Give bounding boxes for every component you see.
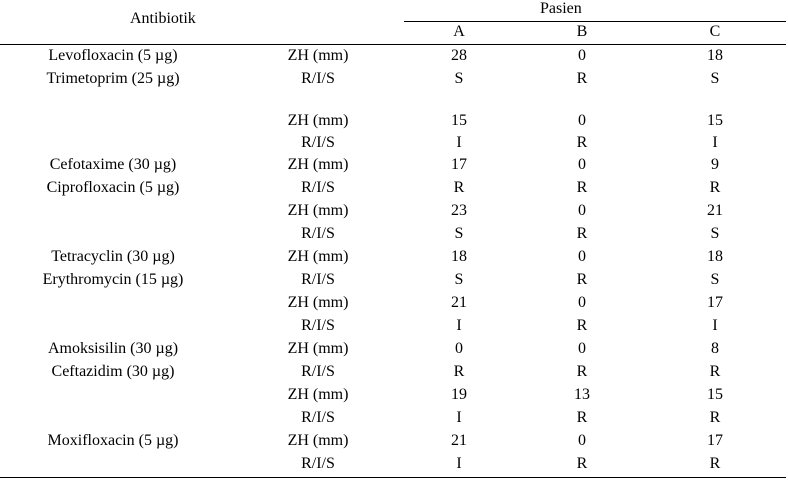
- table-row: [0, 154, 788, 176]
- value-a: I: [456, 134, 462, 151]
- value-a: 23: [451, 202, 467, 219]
- table-row: [0, 132, 788, 154]
- header-pasien: Pasien: [540, 0, 582, 17]
- value-a: 15: [451, 112, 467, 129]
- value-a: I: [456, 409, 462, 426]
- column-header-c: C: [709, 23, 721, 40]
- table-row: [0, 407, 788, 429]
- value-a: R: [453, 179, 465, 196]
- value-c: S: [710, 70, 720, 87]
- value-b: 0: [578, 294, 586, 311]
- value-a: S: [454, 271, 464, 288]
- value-a: S: [454, 225, 464, 242]
- parameter: ZH (mm): [287, 248, 349, 265]
- value-a: I: [456, 455, 462, 472]
- parameter: R/I/S: [301, 409, 335, 426]
- value-c: R: [709, 363, 721, 380]
- value-b: 0: [578, 156, 586, 173]
- value-b: 0: [578, 47, 586, 64]
- parameter: ZH (mm): [287, 340, 349, 357]
- value-b: R: [576, 409, 588, 426]
- value-b: R: [576, 225, 588, 242]
- table-row: [0, 200, 788, 222]
- antibiotic-name: Ciprofloxacin (5 µg): [46, 179, 180, 196]
- table-row: [0, 292, 788, 314]
- value-b: 0: [578, 340, 586, 357]
- value-b: 0: [578, 248, 586, 265]
- antibiotic-name: Ceftazidim (30 µg): [51, 363, 175, 380]
- antibiotic-name: Cefotaxime (30 µg): [49, 156, 177, 173]
- antibiotic-name: Tetracyclin (30 µg): [51, 248, 175, 265]
- value-b: R: [576, 134, 588, 151]
- parameter: R/I/S: [301, 455, 335, 472]
- value-a: 0: [455, 340, 463, 357]
- table-row: [0, 361, 788, 383]
- value-b: 0: [578, 112, 586, 129]
- table-row: [0, 246, 788, 268]
- column-header-b: B: [576, 23, 588, 40]
- value-c: R: [709, 455, 721, 472]
- value-b: 0: [578, 202, 586, 219]
- value-c: S: [710, 225, 720, 242]
- parameter: R/I/S: [301, 134, 335, 151]
- value-c: 9: [711, 156, 719, 173]
- value-c: 8: [711, 340, 719, 357]
- value-a: R: [453, 363, 465, 380]
- parameter: ZH (mm): [287, 432, 349, 449]
- parameter: ZH (mm): [287, 386, 349, 403]
- table-row: [0, 110, 788, 132]
- table-row: [0, 223, 788, 245]
- table-row: [0, 315, 788, 337]
- table-row: [0, 430, 788, 452]
- table-row: [0, 45, 788, 67]
- parameter: ZH (mm): [287, 294, 349, 311]
- value-c: 17: [707, 294, 723, 311]
- value-c: R: [709, 179, 721, 196]
- value-b: R: [576, 179, 588, 196]
- value-b: R: [576, 271, 588, 288]
- table-row: [0, 68, 788, 90]
- parameter: ZH (mm): [287, 112, 349, 129]
- table-row: [0, 269, 788, 291]
- parameter: R/I/S: [301, 317, 335, 334]
- parameter: R/I/S: [301, 225, 335, 242]
- value-b: 0: [578, 432, 586, 449]
- table-row: [0, 177, 788, 199]
- parameter: ZH (mm): [287, 156, 349, 173]
- value-c: 18: [707, 248, 723, 265]
- value-c: R: [709, 409, 721, 426]
- value-c: 18: [707, 47, 723, 64]
- antibiotic-name: Levofloxacin (5 µg): [48, 47, 178, 64]
- parameter: R/I/S: [301, 179, 335, 196]
- table-bottom-rule: [0, 477, 786, 478]
- value-a: 28: [451, 47, 467, 64]
- table-row: [0, 338, 788, 360]
- parameter: R/I/S: [301, 271, 335, 288]
- value-c: 15: [707, 386, 723, 403]
- value-a: 18: [451, 248, 467, 265]
- parameter: R/I/S: [301, 70, 335, 87]
- value-c: I: [712, 317, 718, 334]
- value-c: I: [712, 134, 718, 151]
- header-antibiotik: Antibiotik: [130, 10, 196, 27]
- parameter: ZH (mm): [287, 47, 349, 64]
- parameter: R/I/S: [301, 363, 335, 380]
- value-c: 17: [707, 432, 723, 449]
- antibiotic-name: Erythromycin (15 µg): [42, 271, 184, 288]
- value-a: 21: [451, 294, 467, 311]
- value-b: R: [576, 455, 588, 472]
- table-row: [0, 453, 788, 475]
- value-a: 21: [451, 432, 467, 449]
- value-c: 15: [707, 112, 723, 129]
- antibiotic-name: Amoksisilin (30 µg): [47, 340, 179, 357]
- value-a: 17: [451, 156, 467, 173]
- value-b: R: [576, 70, 588, 87]
- antibiotic-name: Moxifloxacin (5 µg): [47, 432, 179, 449]
- value-a: S: [454, 70, 464, 87]
- table-row: [0, 384, 788, 406]
- value-b: R: [576, 363, 588, 380]
- value-c: 21: [707, 202, 723, 219]
- value-c: S: [710, 271, 720, 288]
- value-b: 13: [574, 386, 590, 403]
- parameter: ZH (mm): [287, 202, 349, 219]
- value-b: R: [576, 317, 588, 334]
- column-header-a: A: [453, 23, 465, 40]
- antibiotic-name: Trimetoprim (25 µg): [46, 70, 180, 87]
- value-a: 19: [451, 386, 467, 403]
- value-a: I: [456, 317, 462, 334]
- column-header-row: [0, 21, 788, 43]
